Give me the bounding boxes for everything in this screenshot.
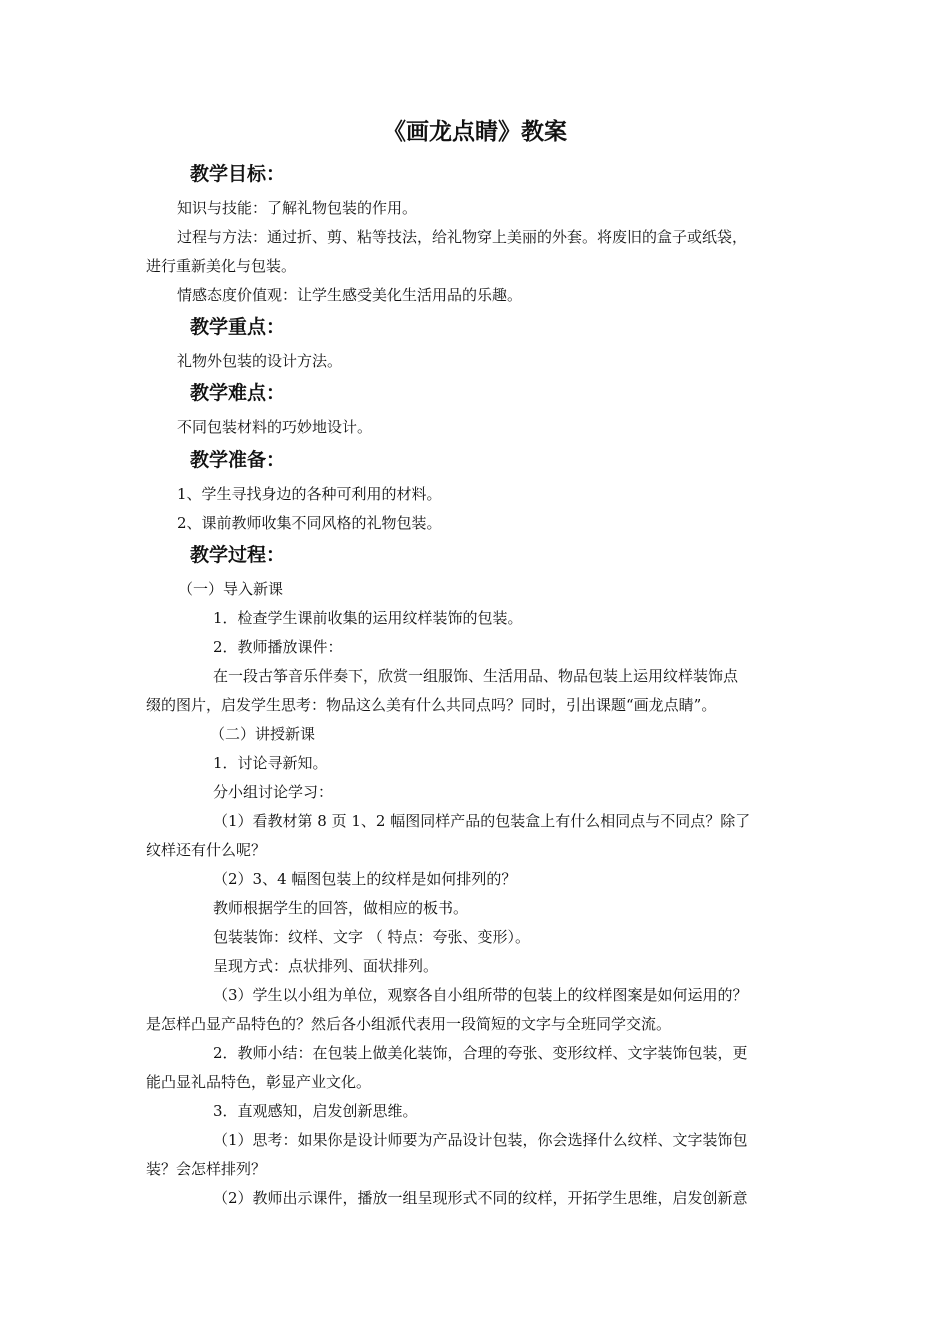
procedure-line: （2）3、4 幅图包装上的纹样是如何排列的？ <box>213 870 517 888</box>
procedure-line: 2．教师播放课件： <box>213 638 343 656</box>
procedure-line: 能凸显礼品特色，彰显产业文化。 <box>146 1073 372 1091</box>
procedure-line: （一）导入新课 <box>178 580 284 598</box>
procedure-line: （二）讲授新课 <box>210 725 316 743</box>
procedure-line: 分小组讨论学习： <box>213 783 334 801</box>
heading-key-point: 教学重点： <box>190 316 286 338</box>
key-point-text: 礼物外包装的设计方法。 <box>177 352 343 370</box>
objective-process-line-2: 进行重新美化与包装。 <box>146 257 297 275</box>
document-title: 《画龙点睛》教案 <box>383 119 567 145</box>
difficulty-text: 不同包装材料的巧妙地设计。 <box>177 418 373 436</box>
procedure-line: （2）教师出示课件，播放一组呈现形式不同的纹样，开拓学生思维，启发创新意 <box>213 1189 748 1207</box>
procedure-line: 3．直观感知，启发创新思维。 <box>213 1102 418 1120</box>
procedure-line: 教师根据学生的回答，做相应的板书。 <box>213 899 469 917</box>
heading-preparation: 教学准备： <box>190 449 286 471</box>
procedure-line: 是怎样凸显产品特色的？然后各小组派代表用一段简短的文字与全班同学交流。 <box>146 1015 672 1033</box>
procedure-line: 包装装饰：纹样、文字 （ 特点：夸张、变形）。 <box>213 928 531 946</box>
procedure-line: 2．教师小结：在包装上做美化装饰，合理的夸张、变形纹样、文字装饰包装，更 <box>213 1044 748 1062</box>
procedure-line: 1．检查学生课前收集的运用纹样装饰的包装。 <box>213 609 523 627</box>
procedure-line: 在一段古筝音乐伴奏下，欣赏一组服饰、生活用品、物品包装上运用纹样装饰点 <box>213 667 739 685</box>
procedure-line: （1）看教材第 8 页 1、2 幅图同样产品的包装盒上有什么相同点与不同点？除了 <box>213 812 751 830</box>
heading-procedure: 教学过程： <box>190 544 286 566</box>
objective-process-line-1: 过程与方法：通过折、剪、粘等技法，给礼物穿上美丽的外套。将废旧的盒子或纸袋， <box>177 228 748 246</box>
procedure-line: 缀的图片，启发学生思考：物品这么美有什么共同点吗？同时，引出课题“画龙点睛”。 <box>146 696 717 714</box>
heading-objectives: 教学目标： <box>190 163 286 185</box>
procedure-line: 呈现方式：点状排列、面状排列。 <box>213 957 439 975</box>
preparation-item-2: 2、课前教师收集不同风格的礼物包装。 <box>177 514 442 532</box>
objective-knowledge: 知识与技能：了解礼物包装的作用。 <box>177 199 418 217</box>
procedure-line: （1）思考：如果你是设计师要为产品设计包装，你会选择什么纹样、文字装饰包 <box>213 1131 748 1149</box>
procedure-line: （3）学生以小组为单位，观察各自小组所带的包装上的纹样图案是如何运用的？ <box>213 986 748 1004</box>
heading-difficulty: 教学难点： <box>190 382 286 404</box>
preparation-item-1: 1、学生寻找身边的各种可利用的材料。 <box>177 485 442 503</box>
objective-emotion: 情感态度价值观：让学生感受美化生活用品的乐趣。 <box>177 286 523 304</box>
procedure-line: 纹样还有什么呢？ <box>146 841 267 859</box>
procedure-line: 装？会怎样排列？ <box>146 1160 267 1178</box>
procedure-line: 1．讨论寻新知。 <box>213 754 328 772</box>
